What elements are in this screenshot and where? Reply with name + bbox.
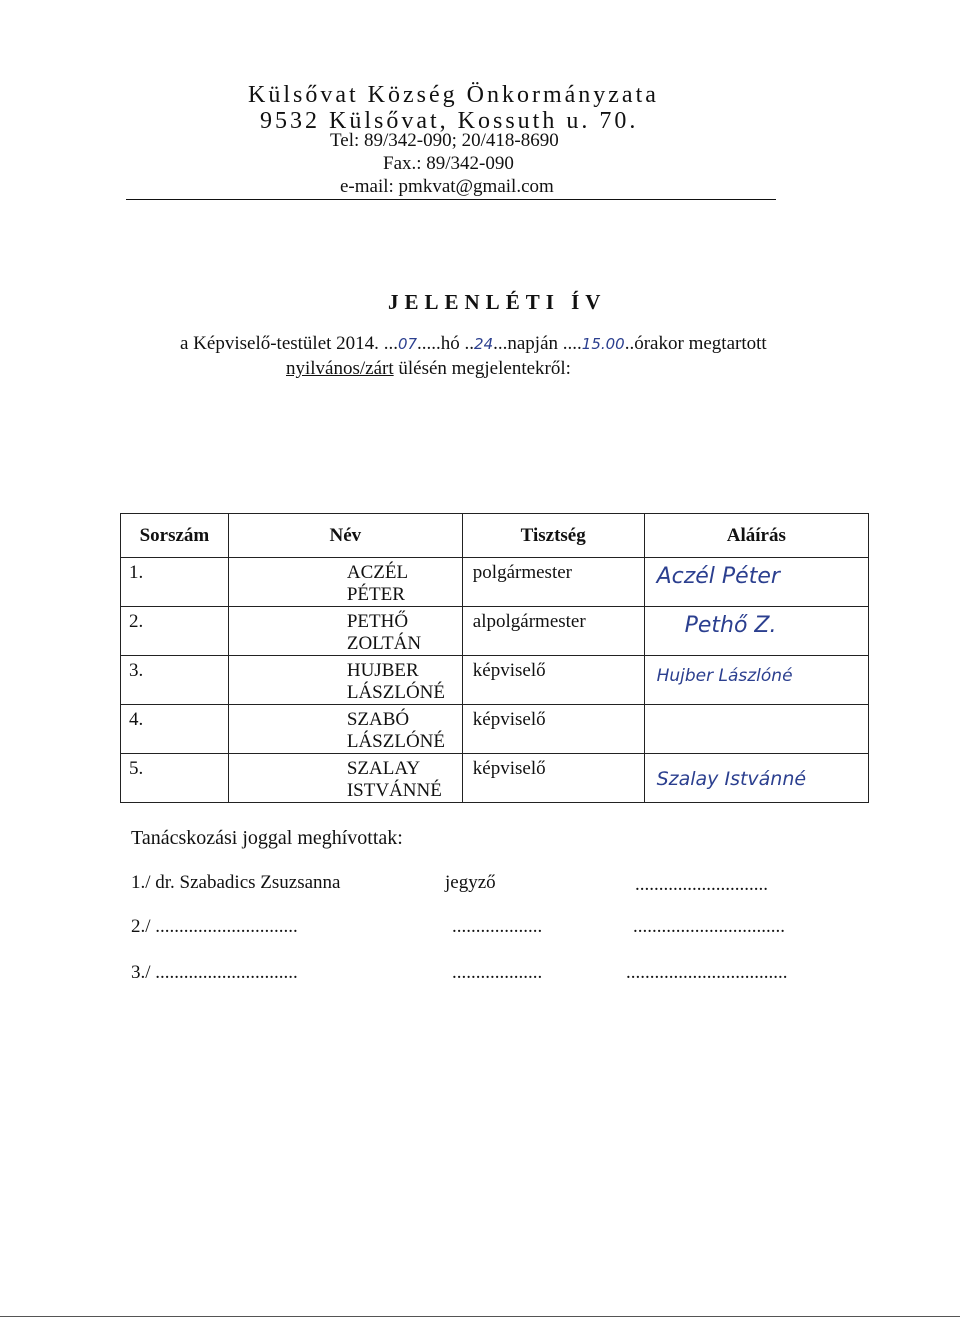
org-address: 9532 Külsővat, Kossuth u. 70. bbox=[260, 108, 639, 134]
org-email: e-mail: pmkvat@gmail.com bbox=[340, 176, 554, 197]
header-divider bbox=[126, 199, 776, 200]
header-tisztseg: Tisztség bbox=[462, 514, 644, 558]
signature-cell bbox=[644, 656, 868, 705]
table-row bbox=[121, 705, 869, 754]
signature-cell bbox=[644, 607, 868, 656]
intro-line-1: a Képviselő-testület 2014. ...07.....hó ..24...napján ....15.00..órakor megtartott bbox=[180, 333, 767, 354]
intro-napjan: napján bbox=[507, 333, 563, 354]
org-phone: Tel: 89/342-090; 20/418-8690 bbox=[330, 130, 559, 151]
signature-cell bbox=[644, 754, 868, 803]
row-name: ACZÉL PÉTER bbox=[228, 558, 462, 607]
header-nev: Név bbox=[228, 514, 462, 558]
org-name: Külsővat Község Önkormányzata bbox=[248, 82, 659, 108]
invited-row-3-title: ................... bbox=[452, 962, 543, 983]
table-row bbox=[121, 558, 869, 607]
row-role: polgármester bbox=[462, 558, 644, 607]
signature: Pethő Z. bbox=[684, 613, 777, 638]
intro-prefix: a Képviselő-testület 2014. bbox=[180, 333, 384, 354]
invited-row-2-signature-line: ................................ bbox=[633, 916, 785, 937]
row-name: SZABÓ LÁSZLÓNÉ bbox=[228, 705, 462, 754]
invited-row-1-name: 1./ dr. Szabadics Zsuzsanna bbox=[131, 872, 341, 893]
table-row bbox=[121, 754, 869, 803]
row-role: képviselő bbox=[462, 754, 644, 803]
org-fax: Fax.: 89/342-090 bbox=[383, 153, 514, 174]
hour-handwritten: 15.00 bbox=[581, 335, 625, 353]
table-row bbox=[121, 656, 869, 705]
intro-suffix: órakor megtartott bbox=[634, 333, 767, 354]
intro-ho: hó bbox=[440, 333, 465, 354]
table-header-row bbox=[121, 514, 869, 558]
session-type: nyilvános/zárt bbox=[286, 358, 394, 379]
row-name: HUJBER LÁSZLÓNÉ bbox=[228, 656, 462, 705]
header-sorszam: Sorszám bbox=[121, 514, 229, 558]
signature: Hujber Lászlóné bbox=[656, 666, 793, 686]
row-role: képviselő bbox=[462, 656, 644, 705]
invited-row-2-name: 2./ .............................. bbox=[131, 916, 298, 937]
day-handwritten: 24 bbox=[474, 335, 494, 353]
row-number: 5. bbox=[121, 754, 229, 803]
row-name: PETHŐ ZOLTÁN bbox=[228, 607, 462, 656]
row-role: képviselő bbox=[462, 705, 644, 754]
row-number: 2. bbox=[121, 607, 229, 656]
invited-row-1-signature-line: ............................ bbox=[635, 874, 768, 895]
invited-row-3-name: 3./ .............................. bbox=[131, 962, 298, 983]
signature-cell bbox=[644, 558, 868, 607]
table-row bbox=[121, 607, 869, 656]
row-number: 4. bbox=[121, 705, 229, 754]
intro-line-2 bbox=[286, 358, 571, 380]
row-number: 1. bbox=[121, 558, 229, 607]
intro-line2-rest: ülésén megjelentekről: bbox=[393, 358, 571, 379]
invited-row-3-signature-line: .................................. bbox=[626, 962, 788, 983]
signature: Szalay Istvánné bbox=[656, 768, 807, 790]
row-name: SZALAY ISTVÁNNÉ bbox=[228, 754, 462, 803]
invited-heading: Tanácskozási joggal meghívottak: bbox=[131, 827, 403, 849]
document-title: JELENLÉTI ÍV bbox=[388, 290, 607, 314]
header-alairas: Aláírás bbox=[644, 514, 868, 558]
attendance-table bbox=[120, 513, 869, 803]
signature-cell bbox=[644, 705, 868, 754]
row-number: 3. bbox=[121, 656, 229, 705]
invited-row-2-title: ................... bbox=[452, 916, 543, 937]
page-edge-line bbox=[0, 1316, 960, 1317]
signature: Aczél Péter bbox=[656, 564, 780, 589]
row-role: alpolgármester bbox=[462, 607, 644, 656]
month-handwritten: 07 bbox=[397, 335, 418, 353]
invited-row-1-title: jegyző bbox=[445, 872, 496, 893]
